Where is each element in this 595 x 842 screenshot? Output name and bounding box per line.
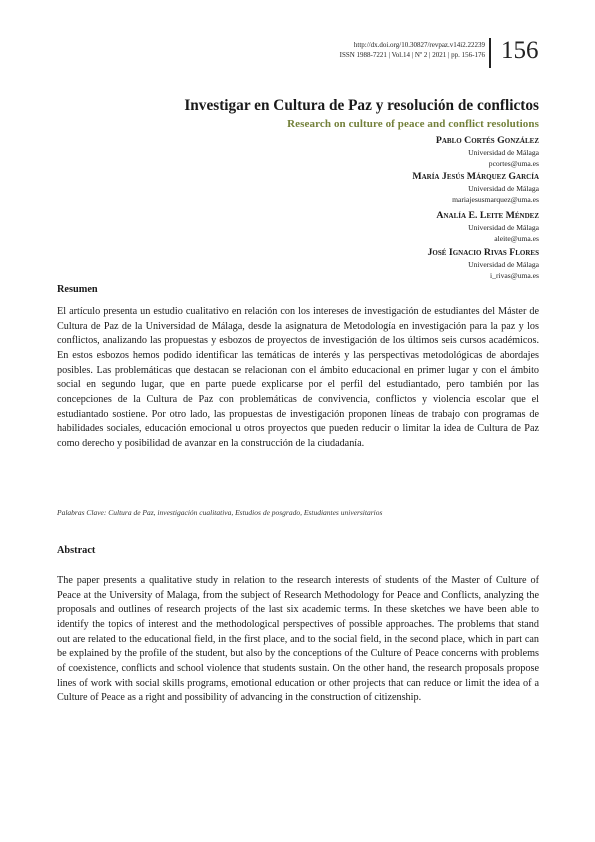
author-email[interactable]: mariajesusmarquez@uma.es (452, 194, 539, 204)
journal-header (340, 40, 485, 60)
resumen-paragraph: El artículo presenta un estudio cualitativo en relación con los intereses de investigación de estudiantes del Máster de Cultura de Paz de la Universidad de Málaga, desde la asignatura de Metodología en investigación para la paz y los conflictos, analizando las propuestas y esbozos de proyectos de investigación de los últimos seis cursos académicos. En estos esbozos hemos podido identificar las temáticas de interés y las perspectivas metodológicas de abordajes posibles. Las problemáticas que destacan se relacionan con el ámbito educacional en primer lugar y con el ámbito social en segundo lugar, que en parte puede explicarse por el perfil del estudiantado, pero también por las concepciones de la Cultura de Paz con problemáticas de convivencia, conflictos y violencia escolar que el estudiantado sostiene. Por otro lado, las propuestas de investigación proponen líneas de trabajo con programas de habilidades sociales, educación emocional u otros proyectos que pueden reducir o limitar la idea de Cultura de Paz como derecho y posibilidad de avanzar en la construcción de la ciudadanía. (57, 306, 539, 449)
doi-link[interactable]: http://dx.doi.org/10.30827/revpaz.v14i2.22239 (353, 41, 485, 49)
author-affiliation: Universidad de Málaga (468, 223, 539, 232)
author-name: María Jesús Márquez García (412, 171, 539, 182)
author-1 (436, 135, 539, 169)
author-email[interactable]: pcortes@uma.es (488, 158, 539, 168)
resumen-heading: Resumen (57, 284, 98, 295)
article-title: Investigar en Cultura de Paz y resolución de conflictos (184, 97, 539, 114)
author-name: Pablo Cortés González (435, 135, 539, 146)
author-4 (428, 247, 539, 281)
author-email[interactable]: i_rivas@uma.es (490, 270, 539, 280)
author-name: Analía E. Leite Méndez (436, 210, 539, 221)
issn-line: ISSN 1988-7221 | Vol.14 | Nº 2 | 2021 | pp. 156-176 (339, 51, 485, 59)
author-3 (436, 210, 539, 244)
author-affiliation: Universidad de Málaga (468, 148, 539, 157)
keywords: Palabras Clave: Cultura de Paz, investigación cualitativa, Estudios de posgrado, Estudiantes universitarios (57, 508, 383, 517)
abstract-heading: Abstract (57, 545, 96, 556)
page-number: 156 (501, 37, 539, 64)
author-email[interactable]: aleite@uma.es (494, 233, 539, 243)
article-subtitle: Research on culture of peace and conflict resolutions (287, 118, 539, 130)
author-affiliation: Universidad de Málaga (468, 260, 539, 269)
abstract-paragraph: The paper presents a qualitative study in relation to the research interests of students of the Master of Culture of Peace at the University of Malaga, from the subject of Research Methodology for Peace and Conflicts, analyzing the proposals and outlines of research projects of the last six academic terms. In these sketches we have been able to identify the topics of interest and the methodological perspectives of possible approaches. The problems that stand out are related to the educational field, in the first place, and to the social field, in the second place, which in part can be explained by the profile of the student, but also by the conceptions of the Culture of Peace concerns with problems of coexistence, conflicts and school violence that students sustain. On the other hand, the research proposals propose lines of work with social skills programs, emotional education or other projects that can reduce or limit the idea of a Culture of Peace as a right and possibility of advancing in the construction of citizenship. (57, 575, 539, 704)
author-2 (412, 171, 539, 205)
header-divider (489, 38, 491, 68)
author-affiliation: Universidad de Málaga (468, 184, 539, 193)
author-name: José Ignacio Rivas Flores (427, 247, 539, 258)
